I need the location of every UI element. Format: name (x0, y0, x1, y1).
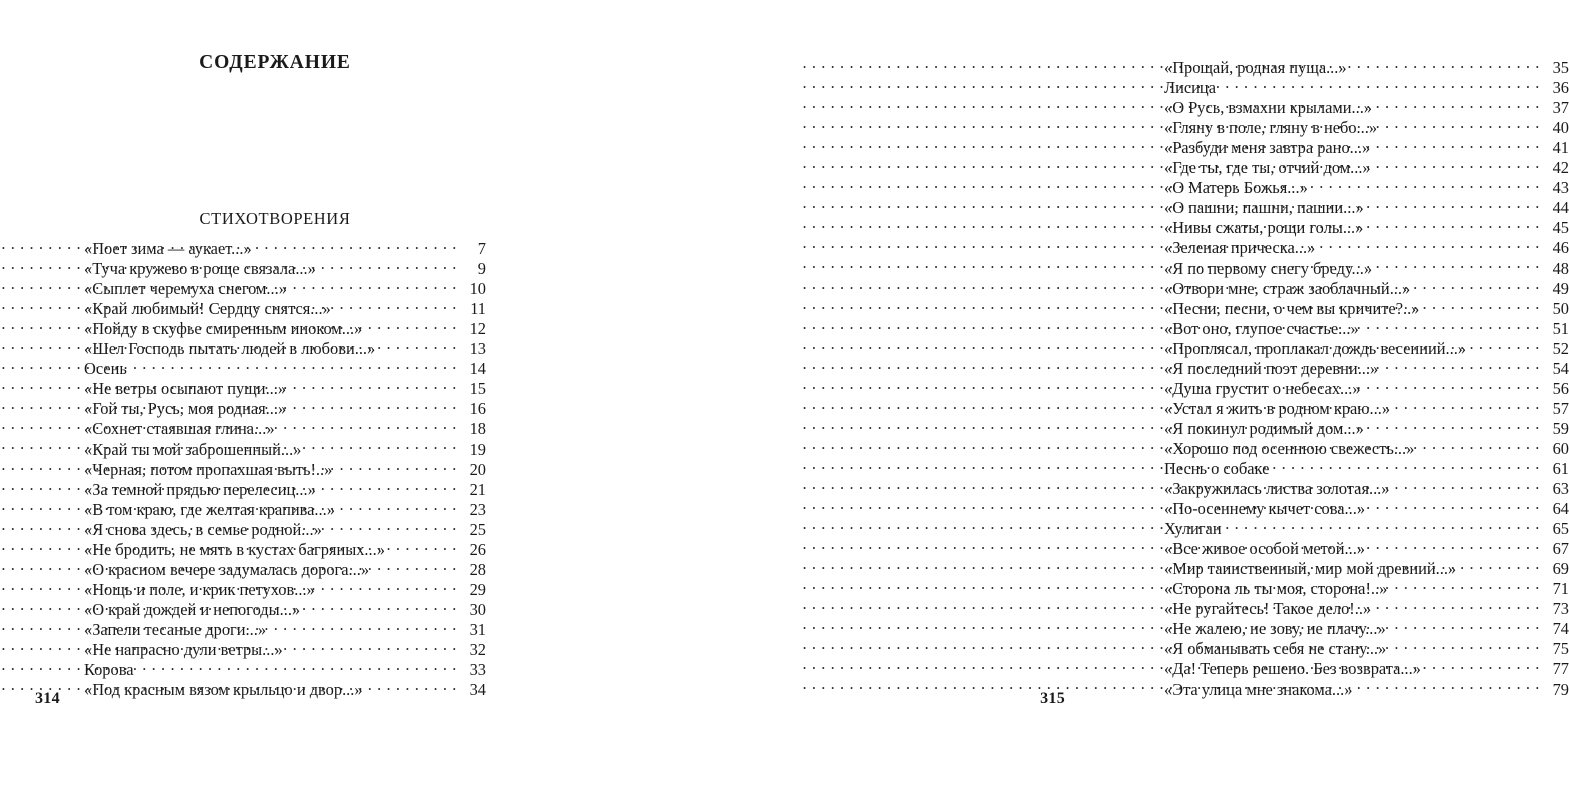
toc-entry-title: Хулиган (1164, 519, 1222, 539)
folio-left: 314 (35, 690, 60, 707)
toc-leader-dots (139, 655, 458, 675)
toc-entry-title: «Не жалею, не зову, не плачу...» (1164, 619, 1386, 639)
toc-entry[interactable] (1164, 113, 1569, 138)
toc-entry-page-number: 33 (469, 660, 486, 680)
toc-leader-dots (374, 555, 457, 575)
toc-entry-title: «О пашни, пашни, пашни...» (1164, 198, 1364, 218)
toc-entry-title: «Запели тесаные дроги...» (84, 619, 267, 639)
toc-entry[interactable] (84, 414, 486, 439)
toc-leader-dots (1227, 514, 1540, 534)
toc-entry[interactable] (1164, 574, 1569, 599)
toc-entry-title: «О Русь, взмахни крылами...» (1164, 98, 1372, 118)
toc-entry[interactable] (1164, 494, 1569, 519)
toc-entry[interactable] (1164, 534, 1569, 559)
toc-entry[interactable] (1164, 93, 1569, 118)
toc-entry-page-number: 12 (469, 319, 486, 339)
toc-leader-dots (1274, 454, 1540, 474)
toc-entry[interactable] (1164, 233, 1569, 258)
toc-leader-dots (1369, 193, 1540, 213)
toc-entry-page-number: 10 (469, 279, 486, 299)
toc-entry-page-number: 71 (1552, 579, 1569, 599)
toc-entry-title: «Поет зима — аукает...» (84, 239, 252, 259)
toc-entry[interactable] (1164, 53, 1569, 78)
toc-entry[interactable] (84, 455, 486, 479)
toc-entry[interactable] (84, 475, 486, 499)
toc-leader-dots (132, 354, 457, 374)
toc-leader-dots (321, 475, 457, 495)
toc-entry-page-number: 36 (1552, 78, 1569, 98)
toc-entry-title: Песнь о собаке (1164, 458, 1270, 478)
toc-leader-dots (1392, 574, 1540, 594)
toc-leader-dots (257, 234, 457, 254)
toc-leader-dots (1357, 674, 1540, 694)
toc-entry-page-number: 75 (1552, 639, 1569, 659)
toc-entry-title: «За темной прядью перелесиц...» (84, 479, 316, 499)
toc-entry-page-number: 42 (1552, 158, 1569, 178)
toc-entry-title: «Черная, потом пропахшая выть!..» (84, 459, 333, 479)
toc-entry-title: «О красном вечере задумалась дорога...» (84, 559, 370, 579)
toc-leader-dots (1415, 274, 1540, 294)
toc-entry-title: Корова (84, 660, 134, 680)
toc-leader-dots (1369, 414, 1540, 434)
toc-leader-dots (1313, 173, 1540, 193)
toc-entry-page-number: 14 (469, 359, 486, 379)
page-title: СОДЕРЖАНИЕ (199, 52, 351, 73)
toc-leader-dots (280, 414, 457, 434)
toc-entry-title: «Нивы сжаты, рощи голы...» (1164, 218, 1364, 238)
toc-leader-dots (320, 575, 457, 595)
toc-entry-page-number: 64 (1552, 499, 1569, 519)
toc-entry[interactable] (84, 635, 486, 659)
toc-entry[interactable] (1164, 634, 1569, 659)
toc-leader-dots (368, 675, 457, 695)
toc-entry-page-number: 16 (469, 399, 486, 419)
folio-right: 315 (1040, 690, 1065, 707)
toc-leader-dots (1377, 253, 1540, 273)
toc-entry[interactable] (1164, 354, 1569, 378)
toc-entry-title: «Мир таинственный, мир мой древний...» (1164, 559, 1457, 579)
toc-entry[interactable] (1164, 474, 1569, 499)
toc-entry[interactable] (84, 434, 486, 459)
toc-leader-dots (1364, 314, 1540, 334)
toc-leader-dots (271, 615, 457, 635)
toc-entry[interactable] (84, 394, 486, 419)
toc-leader-dots (367, 314, 457, 334)
toc-entry[interactable] (84, 515, 486, 539)
toc-entry[interactable] (84, 374, 486, 399)
toc-entry-page-number: 11 (470, 299, 486, 319)
toc-entry-title: Лисица (1164, 78, 1216, 98)
toc-entry-title: «Отвори мне, страж заоблачный...» (1164, 278, 1411, 298)
toc-entry-title: «В том краю, где желтая крапива...» (84, 499, 335, 519)
toc-entry-title: «Не напрасно дули ветры...» (84, 639, 283, 659)
toc-leader-dots (1376, 153, 1540, 173)
toc-entry-title: «Не ругайтесь! Такое дело!..» (1164, 599, 1372, 619)
toc-entry-page-number: 31 (469, 619, 486, 639)
toc-entry-page-number: 28 (469, 559, 486, 579)
toc-entry[interactable] (1164, 594, 1569, 619)
toc-leader-dots (1382, 113, 1540, 133)
toc-entry-page-number: 74 (1552, 619, 1569, 639)
toc-entry[interactable] (1164, 414, 1569, 438)
toc-entry-page-number: 51 (1552, 318, 1569, 338)
toc-entry-title: «Пойду в скуфье смиренным иноком...» (84, 319, 363, 339)
toc-entry-page-number: 29 (469, 579, 486, 599)
toc-entry[interactable] (1164, 334, 1569, 358)
toc-entry-title: «Где ты, где ты, отчий дом...» (1164, 158, 1371, 178)
toc-leader-dots (1368, 213, 1540, 233)
toc-entry-page-number: 7 (477, 239, 486, 259)
toc-entry[interactable] (1164, 554, 1569, 579)
toc-entry-page-number: 49 (1552, 278, 1569, 298)
toc-entry-title: «Гляну в поле, гляну в небо...» (1164, 118, 1378, 138)
toc-entry-title: «Я по первому снегу бреду...» (1164, 258, 1373, 278)
toc-entry-title: «Проплясал, проплакал дождь весенний...» (1164, 338, 1466, 358)
toc-entry[interactable] (1164, 654, 1569, 679)
toc-entry-title: «Нощь и поле, и крик петухов...» (84, 579, 315, 599)
toc-entry-title: «Сторона ль ты моя, сторона!..» (1164, 579, 1388, 599)
toc-leader-dots (380, 334, 457, 354)
toc-entry-title: «По-осеннему кычет сова...» (1164, 499, 1366, 519)
toc-leader-dots (1221, 73, 1540, 93)
toc-leader-dots (1383, 354, 1540, 374)
toc-entry[interactable] (1164, 193, 1569, 218)
toc-leader-dots (1394, 474, 1540, 494)
toc-entry-page-number: 59 (1552, 418, 1569, 438)
toc-entry-title: «Хорошо под осеннюю свежесть...» (1164, 438, 1415, 458)
toc-leader-dots (337, 455, 457, 475)
toc-entry-page-number: 19 (469, 439, 486, 459)
toc-entry-title: «Шел Господь пытать людей в любови...» (84, 339, 376, 359)
toc-entry-title: «Я обманывать себя не стану...» (1164, 639, 1387, 659)
toc-entry-title: «Не бродить, не мять в кустах багряных...» (84, 539, 385, 559)
toc-leader-dots (1370, 494, 1540, 514)
toc-entry-page-number: 73 (1552, 599, 1569, 619)
toc-entry[interactable] (1164, 274, 1569, 298)
toc-entry[interactable] (1164, 73, 1569, 98)
toc-entry-title: «Вот оно, глупое счастье...» (1164, 318, 1359, 338)
toc-leader-dots (288, 635, 457, 655)
toc-entry-page-number: 25 (469, 519, 486, 539)
toc-entry-page-number: 45 (1552, 218, 1569, 238)
toc-entry[interactable] (84, 595, 486, 619)
toc-entry-page-number: 40 (1552, 118, 1569, 138)
toc-entry-page-number: 43 (1552, 178, 1569, 198)
toc-leader-dots (305, 595, 457, 615)
toc-leader-dots (1370, 534, 1540, 554)
toc-entry-title: «Песни, песни, о чем вы кричите?..» (1164, 298, 1420, 318)
toc-entry[interactable] (84, 274, 486, 299)
toc-entry-page-number: 18 (469, 419, 486, 439)
toc-entry-page-number: 52 (1552, 338, 1569, 358)
toc-entry-page-number: 79 (1552, 679, 1569, 699)
toc-entry[interactable] (84, 314, 486, 339)
toc-leader-dots (1391, 634, 1540, 654)
toc-entry[interactable] (1164, 454, 1569, 478)
toc-entry-title: «Не ветры осыпают пущи...» (84, 379, 287, 399)
toc-entry-page-number: 56 (1552, 378, 1569, 398)
toc-entry[interactable] (84, 495, 486, 519)
toc-entry-page-number: 69 (1552, 559, 1569, 579)
toc-entry-title: «Я покинул родимый дом...» (1164, 418, 1364, 438)
toc-entry-page-number: 30 (469, 599, 486, 619)
toc-entry[interactable] (84, 555, 486, 579)
toc-entry-page-number: 9 (477, 259, 486, 279)
toc-entry[interactable] (1164, 133, 1569, 158)
toc-entry-title: «Гой ты, Русь, моя родная...» (84, 399, 287, 419)
toc-entry-page-number: 63 (1552, 479, 1569, 499)
toc-leader-dots (1426, 654, 1540, 674)
toc-leader-dots (1461, 554, 1540, 574)
toc-entry[interactable] (1164, 514, 1569, 539)
toc-entry[interactable] (1164, 253, 1569, 278)
toc-entry-page-number: 77 (1552, 659, 1569, 679)
toc-leader-dots (390, 535, 457, 555)
toc-entry-title: «Край любимый! Сердцу снятся...» (84, 299, 331, 319)
toc-leader-dots (1320, 233, 1540, 253)
toc-entry-page-number: 13 (469, 339, 486, 359)
toc-entry-page-number: 15 (469, 379, 486, 399)
toc-entry-page-number: 44 (1552, 198, 1569, 218)
toc-entry[interactable] (84, 254, 486, 279)
toc-entry-title: «Под красным вязом крыльцо и двор...» (84, 680, 363, 700)
toc-entry-page-number: 60 (1552, 438, 1569, 458)
toc-entry-page-number: 54 (1552, 358, 1569, 378)
toc-list-left (84, 234, 486, 700)
toc-entry-page-number: 50 (1552, 298, 1569, 318)
toc-entry[interactable] (1164, 173, 1569, 198)
toc-entry[interactable] (1164, 153, 1569, 178)
toc-entry-page-number: 21 (469, 479, 486, 499)
toc-entry[interactable] (1164, 314, 1569, 338)
toc-leader-dots (1395, 394, 1540, 414)
toc-leader-dots (1424, 294, 1540, 314)
toc-entry-title: Осень (84, 359, 127, 379)
toc-entry-title: «Закружилась листва золотая...» (1164, 479, 1390, 499)
toc-entry-title: «Разбуди меня завтра рано...» (1164, 138, 1371, 158)
toc-entry-page-number: 23 (469, 499, 486, 519)
toc-leader-dots (1366, 374, 1540, 394)
toc-entry-title: «Прощай, родная пуща...» (1164, 58, 1347, 78)
toc-entry-page-number: 67 (1552, 539, 1569, 559)
toc-entry-title: «Да! Теперь решено. Без возврата...» (1164, 659, 1421, 679)
toc-entry-title: «Сыплет черемуха снегом...» (84, 279, 287, 299)
toc-entry-page-number: 20 (469, 459, 486, 479)
toc-leader-dots (1471, 334, 1540, 354)
toc-entry-title: «О Матерь Божья...» (1164, 178, 1308, 198)
toc-entry[interactable] (84, 575, 486, 599)
toc-entry[interactable] (1164, 674, 1569, 699)
toc-entry[interactable] (1164, 294, 1569, 318)
toc-leader-dots (306, 434, 457, 454)
toc-entry-title: «Зеленая прическа...» (1164, 238, 1316, 258)
toc-leader-dots (291, 374, 457, 394)
toc-entry-title: «Край ты мой заброшенный...» (84, 439, 302, 459)
toc-entry[interactable] (1164, 434, 1569, 458)
toc-entry-title: «Душа грустит о небесах...» (1164, 378, 1361, 398)
toc-entry[interactable] (84, 615, 486, 639)
toc-entry[interactable] (84, 675, 486, 700)
toc-leader-dots (291, 394, 457, 414)
toc-entry-title: «Все живое особой метой...» (1164, 539, 1365, 559)
toc-entry[interactable] (1164, 394, 1569, 418)
toc-entry-title: «Эта улица мне знакома...» (1164, 679, 1353, 699)
toc-list-right (1164, 53, 1569, 699)
toc-entry-page-number: 41 (1552, 138, 1569, 158)
toc-entry-page-number: 46 (1552, 238, 1569, 258)
toc-entry-page-number: 65 (1552, 519, 1569, 539)
toc-entry-page-number: 61 (1552, 458, 1569, 478)
toc-entry-title: «Устал я жить в родном краю...» (1164, 398, 1391, 418)
toc-leader-dots (1391, 614, 1540, 634)
toc-leader-dots (336, 294, 457, 314)
toc-leader-dots (1376, 594, 1540, 614)
toc-entry[interactable] (1164, 614, 1569, 639)
toc-leader-dots (1375, 133, 1540, 153)
toc-leader-dots (1352, 53, 1540, 73)
toc-entry-page-number: 57 (1552, 398, 1569, 418)
toc-leader-dots (340, 495, 457, 515)
toc-entry-title: «Сохнет стаявшая глина...» (84, 419, 275, 439)
toc-entry[interactable] (84, 334, 486, 359)
toc-entry[interactable] (84, 655, 486, 680)
toc-entry-page-number: 34 (469, 680, 486, 700)
toc-leader-dots (292, 274, 457, 294)
toc-entry[interactable] (84, 294, 486, 319)
toc-entry[interactable] (84, 234, 486, 259)
toc-entry-page-number: 48 (1552, 258, 1569, 278)
toc-entry-title: «Я снова здесь, в семье родной...» (84, 519, 322, 539)
toc-entry[interactable] (84, 535, 486, 559)
toc-leader-dots (321, 254, 457, 274)
toc-entry[interactable] (1164, 213, 1569, 238)
section-heading: СТИХОТВОРЕНИЯ (199, 209, 351, 228)
toc-leader-dots (1377, 93, 1540, 113)
toc-entry-page-number: 37 (1552, 98, 1569, 118)
toc-entry[interactable] (84, 354, 486, 379)
toc-entry-title: «О край дождей и непогоды...» (84, 599, 301, 619)
toc-entry-page-number: 35 (1552, 58, 1569, 78)
toc-entry-title: «Туча кружево в роще связала...» (84, 259, 316, 279)
toc-entry-page-number: 26 (469, 539, 486, 559)
toc-entry[interactable] (1164, 374, 1569, 398)
toc-entry-title: «Я последний поэт деревни...» (1164, 358, 1379, 378)
toc-entry-page-number: 32 (469, 639, 486, 659)
toc-leader-dots (327, 515, 457, 535)
toc-leader-dots (1419, 434, 1540, 454)
